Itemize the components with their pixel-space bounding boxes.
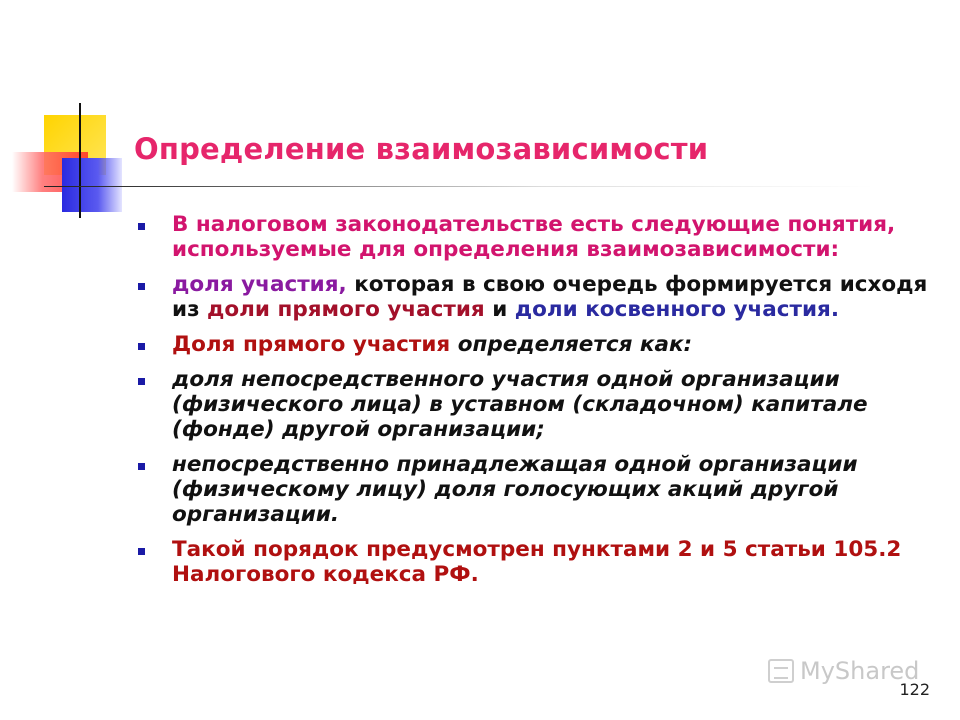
bullet-marker-icon — [138, 378, 145, 385]
bullet-marker-icon — [138, 343, 145, 350]
bullet-text-run: доля участия, — [172, 272, 347, 297]
bullet-text-run: доли косвенного участия. — [514, 297, 840, 322]
bullet-text-run: определяется как: — [450, 332, 693, 357]
bullet-item — [136, 367, 936, 442]
bullet-text-run: которая в свою очередь формируется исходя из — [172, 272, 928, 322]
bullet-item — [136, 212, 936, 262]
bullet-text-run: В налоговом законодательстве есть следующие понятия, используемые для определения взаимозависимости: — [172, 212, 896, 262]
bullet-text-run: доли прямого участия — [207, 297, 485, 322]
bullet-marker-icon — [138, 223, 145, 230]
watermark-text: MyShared — [800, 657, 920, 685]
bullet-marker-icon — [138, 548, 145, 555]
bullet-text-run: и — [484, 297, 515, 322]
page-number: 122 — [899, 680, 930, 699]
bullet-marker-icon — [138, 283, 145, 290]
title-underline — [44, 186, 874, 187]
bullet-item — [136, 537, 936, 587]
bullet-text-run: Такой порядок предусмотрен пунктами 2 и 5 статьи 105.2 Налогового кодекса РФ. — [172, 537, 902, 587]
bullet-item — [136, 272, 936, 322]
bullet-text-run: непосредственно принадлежащая одной организации (физическому лицу) доля голосующих акций другой организации. — [172, 452, 858, 527]
presentation-icon — [768, 659, 794, 683]
bullet-marker-icon — [138, 463, 145, 470]
bullet-text-run: доля непосредственного участия одной организации (физического лица) в уставном (складочном) капитале (фонде) другой организации; — [172, 367, 868, 442]
bullet-text-run: Доля прямого участия — [172, 332, 451, 357]
bullet-list — [136, 212, 936, 597]
bullet-item — [136, 332, 936, 357]
bullet-item — [136, 452, 936, 527]
slide-title: Определение взаимозависимости — [134, 132, 709, 166]
decor-blue-square — [62, 158, 122, 212]
watermark — [768, 657, 919, 685]
decor-vertical-line — [79, 103, 81, 218]
